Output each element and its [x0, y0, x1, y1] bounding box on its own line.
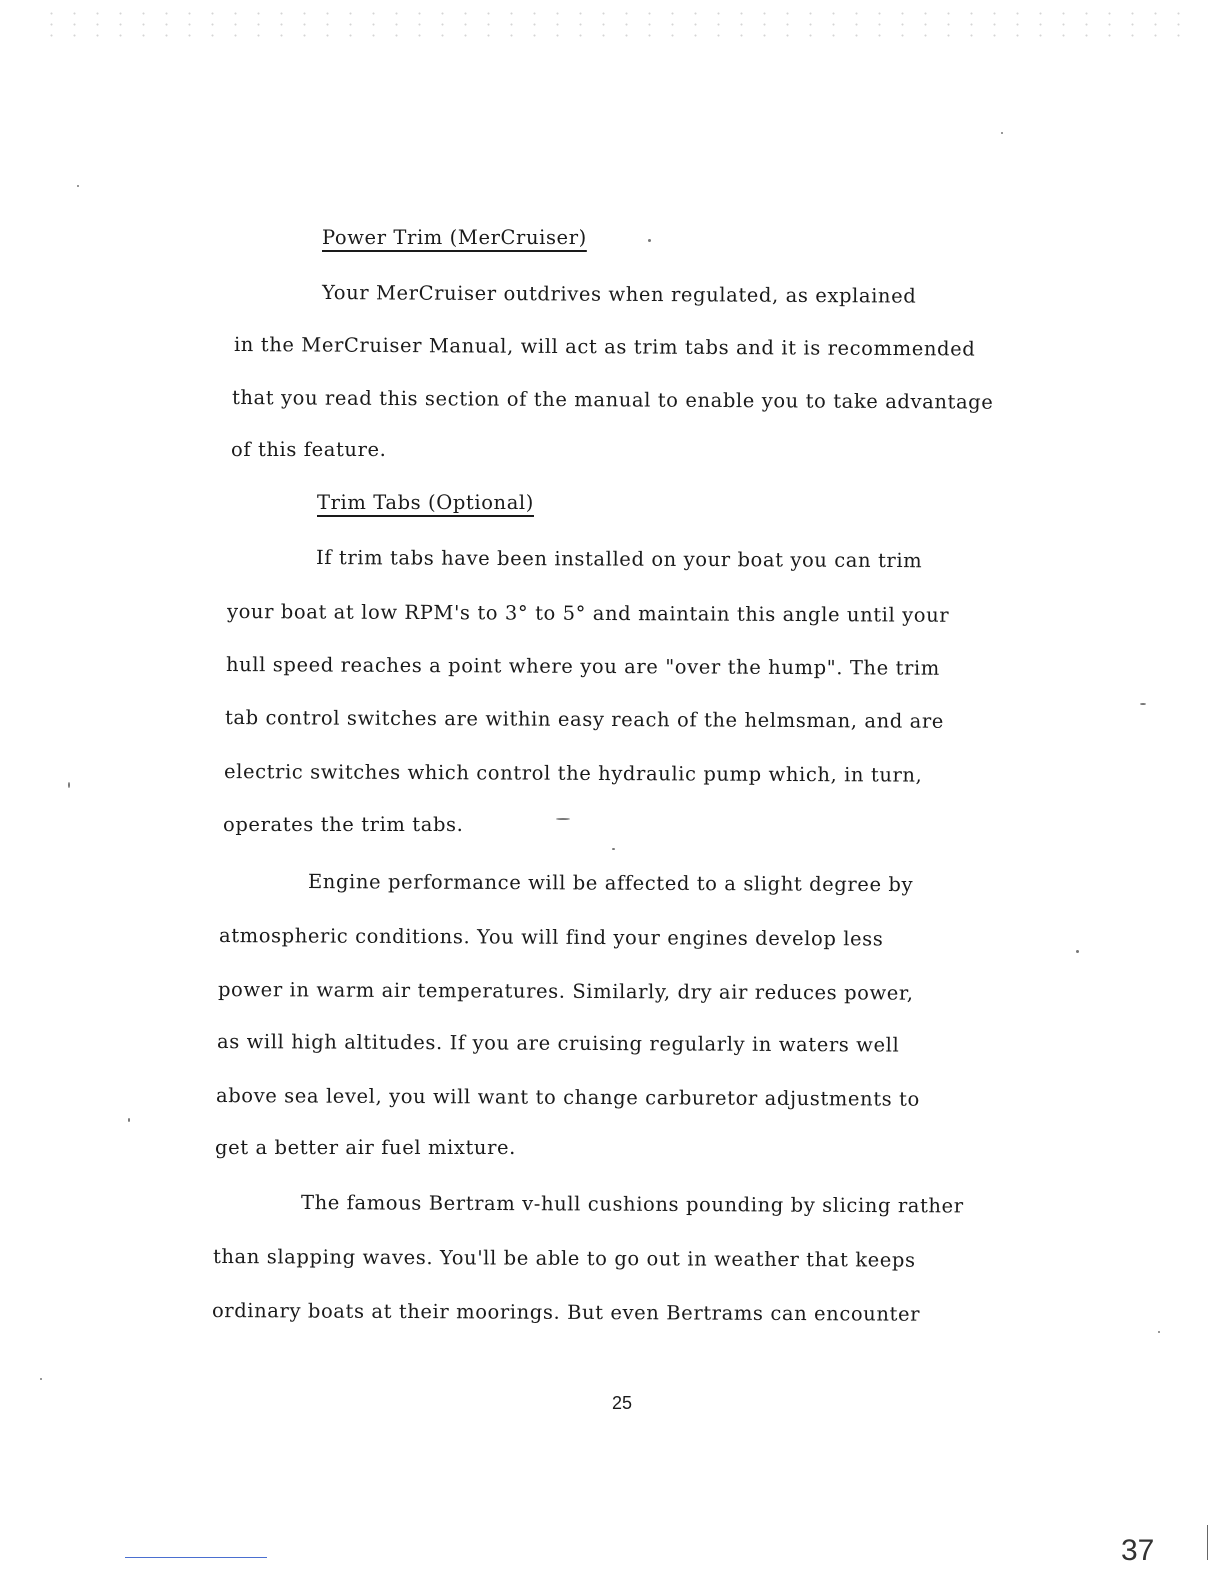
scan-speck [77, 185, 79, 187]
text-line: that you read this section of the manual to enable you to take advantage [231, 386, 994, 414]
scan-speck [128, 1118, 130, 1122]
handwritten-page-number: 37 [1121, 1534, 1155, 1567]
text-line: atmospheric conditions. You will find your engines develop less [218, 924, 884, 951]
text-line: Your MerCruiser outdrives when regulated, as explained [321, 281, 917, 308]
scan-speck [1076, 950, 1079, 953]
scan-speck [40, 1378, 42, 1380]
scan-edge-line [125, 1557, 267, 1558]
text-line: your boat at low RPM's to 3° to 5° and maintain this angle until your [226, 600, 950, 627]
text-line: above sea level, you will want to change carburetor adjustments to [215, 1084, 920, 1111]
text-line: The famous Bertram v-hull cushions pounding by slicing rather [300, 1191, 964, 1218]
heading-trim-tabs: Trim Tabs (Optional) [317, 491, 534, 514]
scan-speck [612, 848, 615, 850]
text-line: electric switches which control the hydraulic pump which, in turn, [223, 760, 923, 787]
text-line: Engine performance will be affected to a slight degree by [307, 870, 914, 897]
text-line: get a better air fuel mixture. [215, 1136, 516, 1159]
scan-speck [648, 239, 651, 242]
page-number: 25 [612, 1393, 633, 1413]
scan-speck [1001, 132, 1003, 134]
text-line: of this feature. [231, 438, 387, 461]
scan-edge-line [1207, 1525, 1208, 1560]
text-line: power in warm air temperatures. Similarly, dry air reduces power, [217, 978, 914, 1005]
text-line: operates the trim tabs. [223, 813, 464, 836]
scan-noise [40, 8, 1190, 38]
heading-power-trim: Power Trim (MerCruiser) [322, 226, 587, 249]
text-line: as will high altitudes. If you are cruising regularly in waters well [216, 1030, 900, 1057]
scan-speck [1140, 703, 1146, 705]
text-line: tab control switches are within easy reach of the helmsman, and are [224, 706, 945, 733]
text-line: If trim tabs have been installed on your boat you can trim [315, 546, 923, 573]
text-line: hull speed reaches a point where you are "over the hump". The trim [225, 653, 940, 680]
text-line: in the MerCruiser Manual, will act as trim tabs and it is recommended [233, 333, 976, 361]
scan-speck [556, 818, 570, 820]
text-line: ordinary boats at their moorings. But even Bertrams can encounter [211, 1299, 921, 1326]
scan-speck [68, 782, 70, 788]
text-line: than slapping waves. You'll be able to go out in weather that keeps [212, 1245, 916, 1272]
scan-speck [1158, 1331, 1160, 1333]
